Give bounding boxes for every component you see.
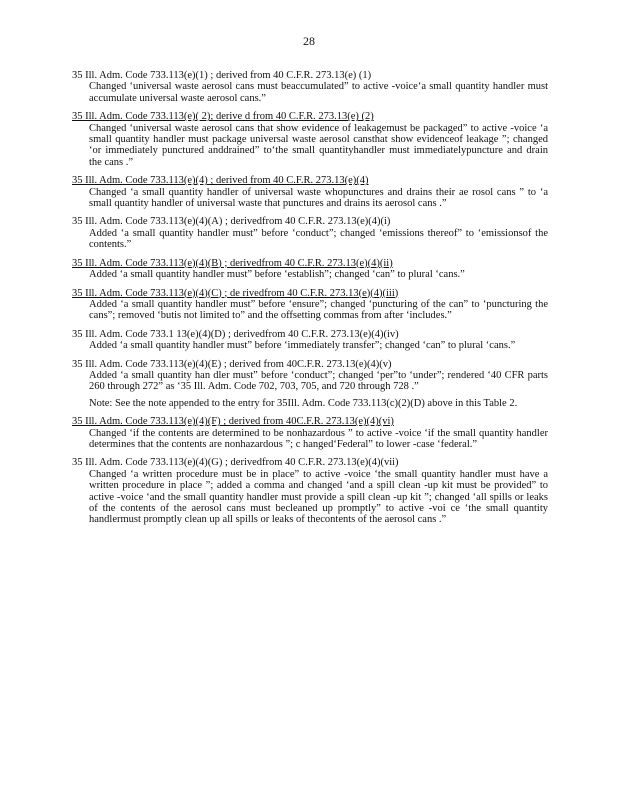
table-entry	[72, 258, 548, 281]
entry-citation: 35 Ill. Adm. Code 733.113(e)(4)(G) ; derivedfrom 40 C.F.R. 273.13(e)(4)(vii)	[72, 457, 399, 469]
entry-text: Changed ‘universal waste aerosol cans that show evidence of leakagemust be packaged” to active -voice ‘a small quantity handler must package universal waste aerosol cansthat show evidenceof leakage ”; changed ‘or immediately punctured anddrained” to‘the small quantityhandler must immediatelypuncture and drain the cans .”	[89, 122, 548, 168]
entry-text: Changed ‘if the contents are determined to be nonhazardous ” to active -voice ‘if the small quantity handler determines that the contents are nonhazardous ”; c hanged‘Federal” to lower -case ‘federal.”	[89, 427, 548, 450]
page-number: 28	[303, 34, 315, 48]
entry-citation: 35 Ill. Adm. Code 733.1 13(e)(4)(D) ; derivedfrom 40 C.F.R. 273.13(e)(4)(iv)	[72, 328, 399, 340]
table-entry	[72, 216, 548, 250]
table-entry	[72, 175, 548, 209]
entry-citation: 35 Ill. Adm. Code 733.113(e)( 2); derive d from 40 C.F.R. 273.13(e) (2)	[72, 111, 374, 123]
entry-text: Changed ‘a small quantity handler of universal waste whopunctures and drains their ae rosol cans ” to ‘a small quantity handler of universal waste that punctures and drains its aerosol cans .”	[89, 186, 548, 210]
entry-citation: 35 Ill. Adm. Code 733.113(e)(4) ; derived from 40 C.F.R. 273.13(e)(4)	[72, 175, 369, 187]
entry-citation: 35 Ill. Adm. Code 733.113(e)(4)(F) ; derived from 40C.F.R. 273.13(e)(4)(vi)	[72, 416, 394, 428]
entry-text: Added ‘a small quantity handler must” before ‘conduct”; changed ‘emissions thereof” to ‘emissionsof the contents.”	[89, 227, 548, 251]
entry-text: Changed ‘a written procedure must be in place” to active -voice ‘the small quantity handler must have a written procedure in place ”; added a comma and changed ‘and a spill clean -up kit must be provided” to active -voice ‘and the small quantity handler must provide a spill clean -up kit ”; changed ‘all spills or leaks of the contents of the aerosol cans must becleaned up promptly” to active -voi ce ‘the small quantity handlermust promptly clean up all spills or leaks of thecontents of the aerosol cans .”	[89, 468, 548, 526]
table-entry	[72, 359, 548, 410]
amendment-table	[72, 70, 548, 533]
entry-text: Changed ‘universal waste aerosol cans must beaccumulated” to active -voice‘a small quantity handler must accumulate universal waste aerosol cans.”	[89, 81, 548, 104]
entry-citation: 35 Ill. Adm. Code 733.113(e)(4)(E) ; derived from 40C.F.R. 273.13(e)(4)(v)	[72, 358, 392, 370]
entry-note: Note: See the note appended to the entry for 35Ill. Adm. Code 733.113(c)(2)(D) above in this Table 2.	[89, 397, 518, 409]
entry-text: Added ‘a small quantity handler must” before ‘immediately transfer”; changed ‘can” to plural ‘cans.”	[89, 340, 516, 352]
entry-text: Added ‘a small quantity han dler must” before ‘conduct”; changed ‘per”to ‘under”; rendered ‘40 CFR parts 260 through 272” as ‘35 Ill. Adm. Code 702, 703, 705, and 720 through 728 .”	[89, 369, 548, 393]
table-entry	[72, 111, 548, 168]
table-entry	[72, 457, 548, 525]
entry-citation: 35 Ill. Adm. Code 733.113(e)(4)(A) ; derivedfrom 40 C.F.R. 273.13(e)(4)(i)	[72, 216, 391, 228]
entry-text: Added ‘a small quantity handler must” before ‘establish”; changed ‘can” to plural ‘cans.”	[89, 269, 465, 281]
entry-citation: 35 Ill. Adm. Code 733.113(e)(4)(C) ; de rivedfrom 40 C.F.R. 273.13(e)(4)(iii)	[72, 287, 399, 299]
table-entry	[72, 416, 548, 450]
table-entry	[72, 288, 548, 322]
entry-citation: 35 Ill. Adm. Code 733.113(e)(1) ; derived from 40 C.F.R. 273.13(e) (1)	[72, 70, 372, 81]
entry-text: Added ‘a small quantity handler must” before ‘ensure”; changed ‘puncturing of the can” to ‘puncturing the cans”; removed ‘butis not limited to” and the offsetting commas from after ‘includes.”	[89, 298, 548, 322]
entry-citation: 35 Ill. Adm. Code 733.113(e)(4)(B) ; derivedfrom 40 C.F.R. 273.13(e)(4)(ii)	[72, 257, 393, 269]
table-entry	[72, 70, 548, 104]
table-entry	[72, 329, 548, 352]
